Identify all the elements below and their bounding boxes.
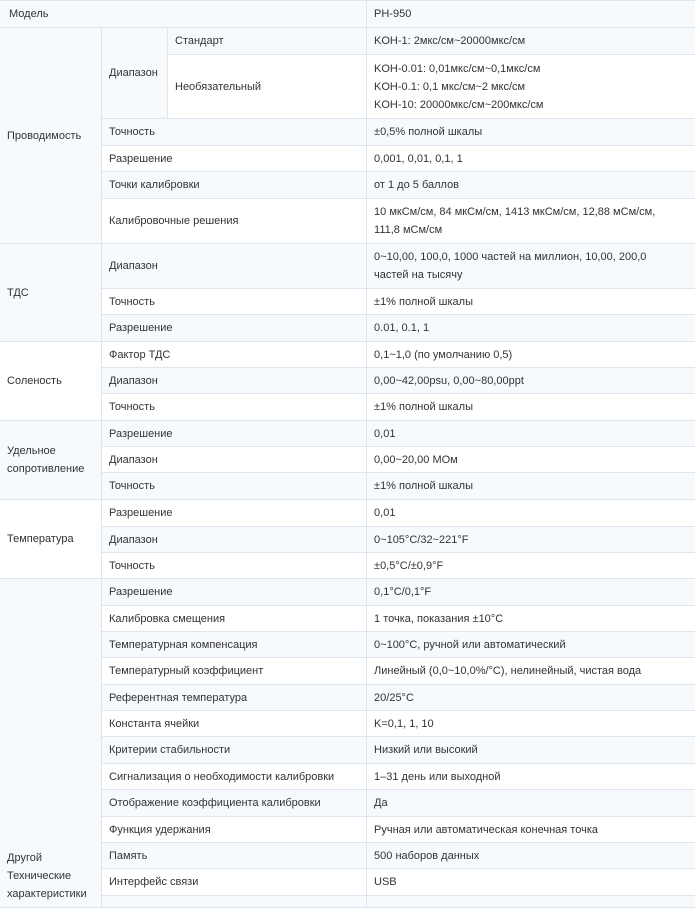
spec-label: Интерфейс связи (102, 869, 367, 896)
value-line: 10 мкСм/см, 84 мкСм/см, 1413 мкСм/см, 12,88 мСм/см, (374, 206, 656, 218)
value-line: KOH-0.1: 0,1 мкс/см~2 мкс/см (374, 80, 526, 93)
table-row (0, 244, 695, 289)
spec-label: Функция удержания (102, 817, 367, 843)
value-line: KOH-10: 20000мкс/см~200мкс/см (374, 98, 544, 111)
value-line: частей на тысячу (374, 269, 463, 281)
table-row (0, 553, 695, 579)
spec-value (367, 55, 695, 119)
spec-value: 0,1~1,0 (по умолчанию 0,5) (367, 342, 695, 368)
category-salinity: Соленость (0, 342, 102, 421)
spec-label: Критерии стабильности (102, 737, 367, 764)
category-line: Технические (7, 870, 72, 882)
table-row (0, 685, 695, 711)
spec-value: ±1% полной шкалы (367, 394, 695, 421)
spec-value (367, 896, 695, 908)
table-row (0, 500, 695, 527)
spec-value: 500 наборов данных (367, 843, 695, 869)
table-row (0, 28, 695, 55)
table-row (0, 606, 695, 632)
spec-value: 0,1°C/0,1°F (367, 579, 695, 606)
value-line: 0~10,00, 100,0, 1000 частей на миллион, 10,00, 200,0 (374, 251, 647, 263)
spec-value (367, 199, 695, 244)
spec-value: 0,01 (367, 500, 695, 527)
model-value: PH-950 (367, 1, 695, 28)
table-row (0, 421, 695, 447)
spec-label: Диапазон (102, 244, 367, 289)
spec-value: 1–31 день или выходной (367, 764, 695, 790)
sub-category-range: Диапазон (102, 28, 168, 119)
spec-label: Константа ячейки (102, 711, 367, 737)
spec-label: Температурная компенсация (102, 632, 367, 658)
spec-value: Ручная или автоматическая конечная точка (367, 817, 695, 843)
spec-label: Память (102, 843, 367, 869)
spec-label: Стандарт (168, 28, 367, 55)
table-row (0, 527, 695, 553)
table-row (0, 119, 695, 146)
category-temperature: Температура (0, 500, 102, 579)
table-row (0, 737, 695, 764)
spec-value: 0,00~20,00 МОм (367, 447, 695, 473)
spec-label: Необязательный (168, 55, 367, 119)
spec-value: ±0,5°C/±0,9°F (367, 553, 695, 579)
spec-value: 0,00~42,00psu, 0,00~80,00ppt (367, 368, 695, 394)
spec-label: Точность (102, 119, 367, 146)
table-row (0, 579, 695, 606)
table-row (0, 1, 695, 28)
spec-label: Отображение коэффициента калибровки (102, 790, 367, 817)
category-other-specs (0, 579, 102, 908)
spec-label: Точки калибровки (102, 172, 367, 199)
spec-value: 0~100°C, ручной или автоматический (367, 632, 695, 658)
spec-value: 0.01, 0.1, 1 (367, 315, 695, 342)
spec-label: Калибровка смещения (102, 606, 367, 632)
table-row (0, 843, 695, 869)
spec-value: от 1 до 5 баллов (367, 172, 695, 199)
spec-label: Температурный коэффициент (102, 658, 367, 685)
table-row (0, 790, 695, 817)
spec-label: Референтная температура (102, 685, 367, 711)
spec-label: Сигнализация о необходимости калибровки (102, 764, 367, 790)
spec-label: Разрешение (102, 500, 367, 527)
category-line: Удельное (7, 445, 56, 457)
value-line: 111,8 мСм/см (374, 224, 443, 236)
spec-label: Диапазон (102, 447, 367, 473)
spec-label: Точность (102, 553, 367, 579)
spec-label: Точность (102, 289, 367, 315)
spec-value: ±1% полной шкалы (367, 473, 695, 500)
spec-value: 20/25°C (367, 685, 695, 711)
category-tds: ТДС (0, 244, 102, 342)
spec-label: Диапазон (102, 368, 367, 394)
table-row (0, 711, 695, 737)
spec-label: Фактор ТДС (102, 342, 367, 368)
category-line: сопротивление (7, 463, 85, 475)
spec-value: ±0,5% полной шкалы (367, 119, 695, 146)
table-row (0, 172, 695, 199)
spec-value: 1 точка, показания ±10°C (367, 606, 695, 632)
table-row (0, 315, 695, 342)
table-row (0, 473, 695, 500)
spec-value (367, 244, 695, 289)
table-row (0, 817, 695, 843)
spec-value: Да (367, 790, 695, 817)
table-row (0, 368, 695, 394)
spec-value: 0~105°C/32~221°F (367, 527, 695, 553)
spec-label: Разрешение (102, 315, 367, 342)
spec-label: Точность (102, 394, 367, 421)
spec-value: 0,01 (367, 421, 695, 447)
spec-value: Низкий или высокий (367, 737, 695, 764)
spec-label: Диапазон (102, 527, 367, 553)
spec-label: Точность (102, 473, 367, 500)
table-row (0, 869, 695, 896)
table-row (0, 632, 695, 658)
category-conductivity: Проводимость (0, 28, 102, 244)
table-row (0, 658, 695, 685)
spec-label (102, 896, 367, 908)
spec-value: 0,001, 0,01, 0,1, 1 (367, 146, 695, 172)
spec-label: Разрешение (102, 421, 367, 447)
spec-label: Разрешение (102, 579, 367, 606)
table-row (0, 342, 695, 368)
table-row (0, 896, 695, 908)
table-row (0, 199, 695, 244)
spec-value: KOH-1: 2мкс/см~20000мкс/см (367, 28, 695, 55)
table-row (0, 146, 695, 172)
spec-label: Разрешение (102, 146, 367, 172)
spec-value: ±1% полной шкалы (367, 289, 695, 315)
category-line: Другой (7, 852, 42, 864)
table-row (0, 289, 695, 315)
spec-value: USB (367, 869, 695, 896)
value-line: KOH-0.01: 0,01мкс/см~0,1мкс/см (374, 62, 541, 75)
category-resistivity (0, 421, 102, 500)
table-row (0, 447, 695, 473)
table-row (0, 394, 695, 421)
table-row (0, 764, 695, 790)
spec-value: Линейный (0,0~10,0%/°C), нелинейный, чистая вода (367, 658, 695, 685)
spec-value: K=0,1, 1, 10 (367, 711, 695, 737)
model-label: Модель (0, 1, 367, 28)
category-line: характеристики (7, 888, 87, 900)
spec-label: Калибровочные решения (102, 199, 367, 244)
